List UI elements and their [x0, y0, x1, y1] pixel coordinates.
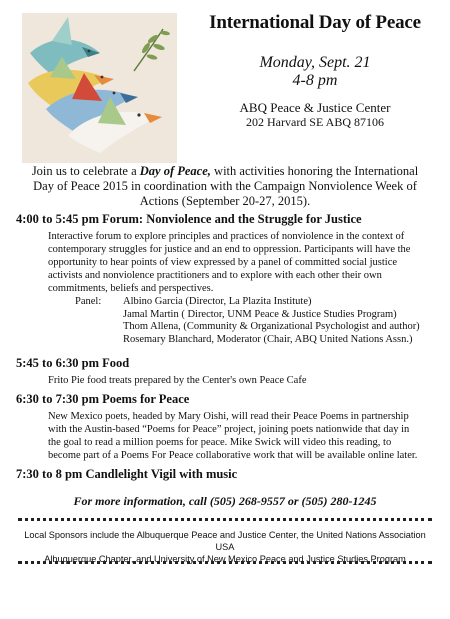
intro-text-before: Join us to celebrate a [31, 164, 140, 178]
panel-member: Albino Garcia (Director, La Plazita Institute) [123, 296, 312, 307]
panel-members [123, 296, 435, 346]
section-poems-heading: 6:30 to 7:30 pm Poems for Peace [16, 392, 190, 406]
panel-member: Thom Allena, (Community & Organizational Psychologist and author) [123, 321, 420, 332]
divider-top [18, 518, 432, 521]
section-vigil-heading: 7:30 to 8 pm Candlelight Vigil with music [16, 467, 238, 481]
contact-info: For more information, call (505) 268-9557 or (505) 280-1245 [73, 494, 377, 508]
panel-member: Jamal Martin ( Director, UNM Peace & Justice Studies Program) [123, 308, 397, 320]
sponsors-line-2: Albuquerque Chapter, and University of New Mexico Peace and Justice Studies Program [44, 554, 406, 564]
sponsors-box [18, 529, 432, 565]
event-time: 4-8 pm [292, 72, 338, 89]
sponsors-line-1: Local Sponsors include the Albuquerque Peace and Justice Center, the United Nations Association USA [24, 530, 426, 552]
venue-address: 202 Harvard SE ABQ 87106 [246, 115, 384, 129]
event-date: Monday, Sept. 21 [259, 54, 371, 71]
divider-bottom [18, 561, 432, 564]
section-poems-body: New Mexico poets, headed by Mary Oishi, will read their Peace Poems in partnership with the Austin-based “Poems for Peace” project, joining poets nationwide that day in the goal to read a million poems for peace. Mike Swick will video this reading, to become part of a Poems For Peace collaborative work that will be available online later. [48, 411, 418, 461]
peace-doves-illustration [22, 13, 177, 163]
panel-label: Panel: [75, 296, 102, 307]
event-venue [186, 100, 444, 130]
intro-text-after: with activities honoring the International Day of Peace 2015 in coordination with the Campaign Nonviolence Week of Actions (September 20-27, 2015). [33, 164, 419, 208]
intro-emphasis: Day of Peace, [139, 164, 211, 178]
section-forum-heading: 4:00 to 5:45 pm Forum: Nonviolence and the Struggle for Justice [16, 212, 362, 226]
section-food-body: Frito Pie food treats prepared by the Center's own Peace Cafe [48, 375, 307, 386]
section-forum-body: Interactive forum to explore principles and practices of nonviolence in the context of contemporary struggles for justice and an end to oppression. Participants will have the opportunity to hear points of view expressed by a panel of committed social justice activists and nonviolence practitioners and to explore with each other their own commitments, beliefs and perspectives. [48, 231, 411, 294]
event-date-time [186, 54, 444, 90]
panel-member: Rosemary Blanchard, Moderator (Chair, ABQ United Nations Assn.) [123, 333, 413, 345]
venue-name: ABQ Peace & Justice Center [239, 100, 391, 115]
section-food-heading: 5:45 to 6:30 pm Food [16, 356, 130, 370]
event-title: International Day of Peace [209, 12, 421, 33]
doves-icon [22, 13, 177, 163]
intro-paragraph [20, 164, 430, 209]
